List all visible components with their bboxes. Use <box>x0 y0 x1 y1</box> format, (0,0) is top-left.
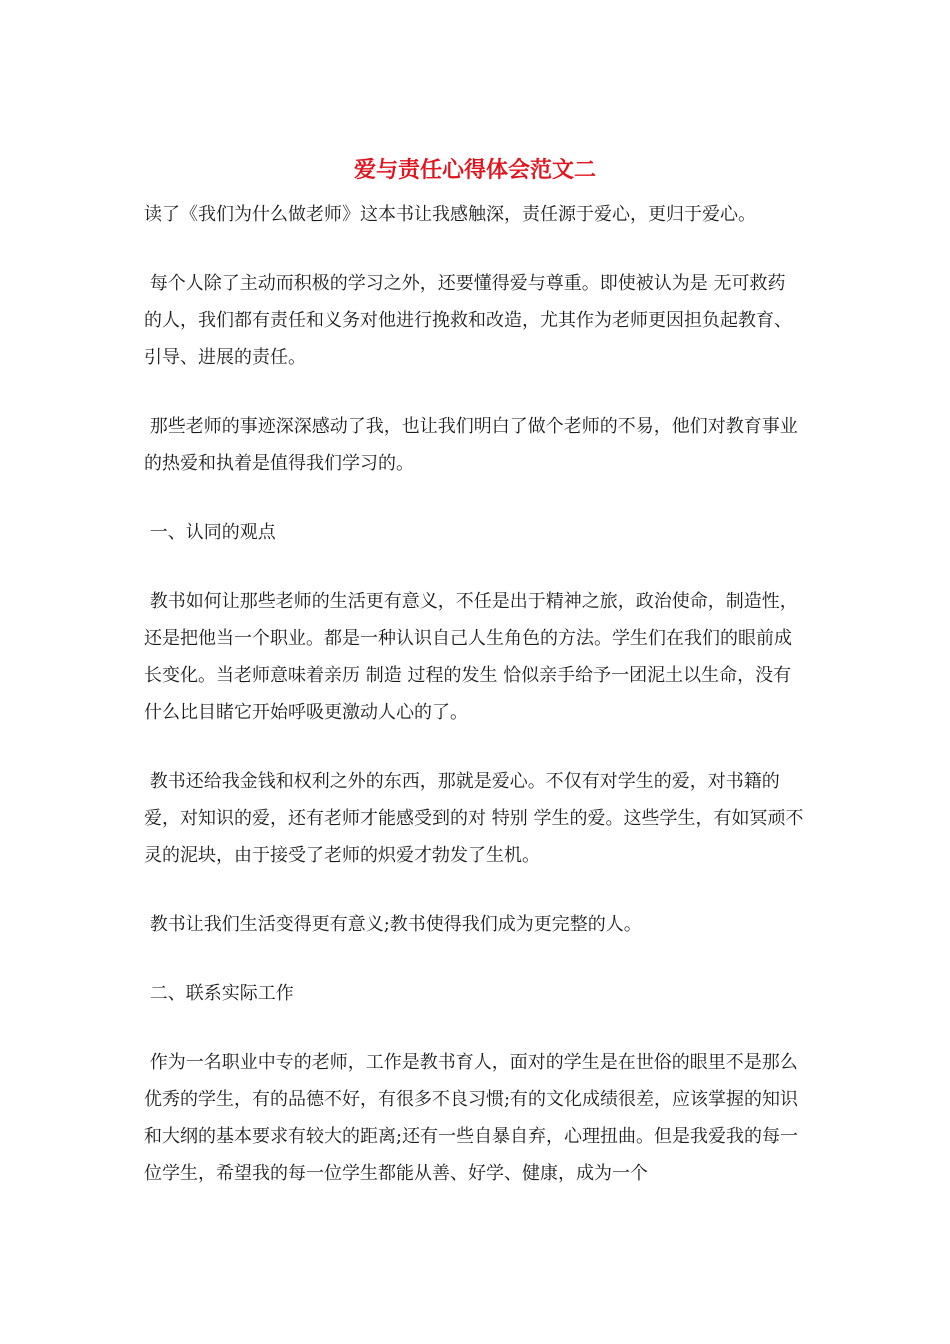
paragraph-gap <box>144 233 806 265</box>
paragraph-gap <box>144 874 806 906</box>
paragraph-gap <box>144 1012 806 1044</box>
paragraph-gap <box>144 482 806 514</box>
paragraph-love-respect: 每个人除了主动而积极的学习之外，还要懂得爱与尊重。即使被认为是 无可救药 的人，我们都有责任和义务对他进行挽救和改造，尤其作为老师更因担负起教育、引导、进展的责任。 <box>144 273 792 368</box>
document-body <box>144 196 806 1192</box>
paragraph-teaching-love: 教书还给我金钱和权利之外的东西，那就是爱心。不仅有对学生的爱，对书籍的爱，对知识的爱，还有老师才能感受到的对 特别 学生的爱。这些学生，有如冥顽不灵的泥块，由于接受了老师的炽爱才勃发了生机。 <box>144 771 804 866</box>
paragraph-intro: 读了《我们为什么做老师》这本书让我感触深，责任源于爱心，更归于爱心。 <box>144 204 756 225</box>
paragraph-gap <box>144 731 806 763</box>
paragraph-gap <box>144 943 806 975</box>
paragraph-gap <box>144 551 806 583</box>
paragraph-teaching-complete: 教书让我们生活变得更有意义;教书使得我们成为更完整的人。 <box>144 914 642 935</box>
paragraph-teacher-stories: 那些老师的事迹深深感动了我，也让我们明白了做个老师的不易，他们对教育事业的热爱和执着是值得我们学习的。 <box>144 416 798 474</box>
section-heading-practical-work: 二、联系实际工作 <box>144 983 294 1004</box>
paragraph-teaching-meaning: 教书如何让那些老师的生活更有意义，不任是出于精神之旅，政治使命，制造性，还是把他当一个职业。都是一种认识自己人生角色的方法。学生们在我们的眼前成长变化。当老师意味着亲历 制造 过程的发生 恰似亲手给予一团泥土以生命，没有什么比目睹它开始呼吸更激动人心的了。 <box>144 591 798 723</box>
section-heading-agreed-views: 一、认同的观点 <box>144 522 276 543</box>
paragraph-gap <box>144 376 806 408</box>
document-title: 爱与责任心得体会范文二 <box>353 157 596 183</box>
paragraph-vocational-teacher: 作为一名职业中专的老师，工作是教书育人，面对的学生是在世俗的眼里不是那么优秀的学生，有的品德不好，有很多不良习惯;有的文化成绩很差，应该掌握的知识和大纲的基本要求有较大的距离;还有一些自暴自弃，心理扭曲。但是我爱我的每一位学生，希望我的每一位学生都能从善、好学、健康，成为一个 <box>144 1052 799 1184</box>
